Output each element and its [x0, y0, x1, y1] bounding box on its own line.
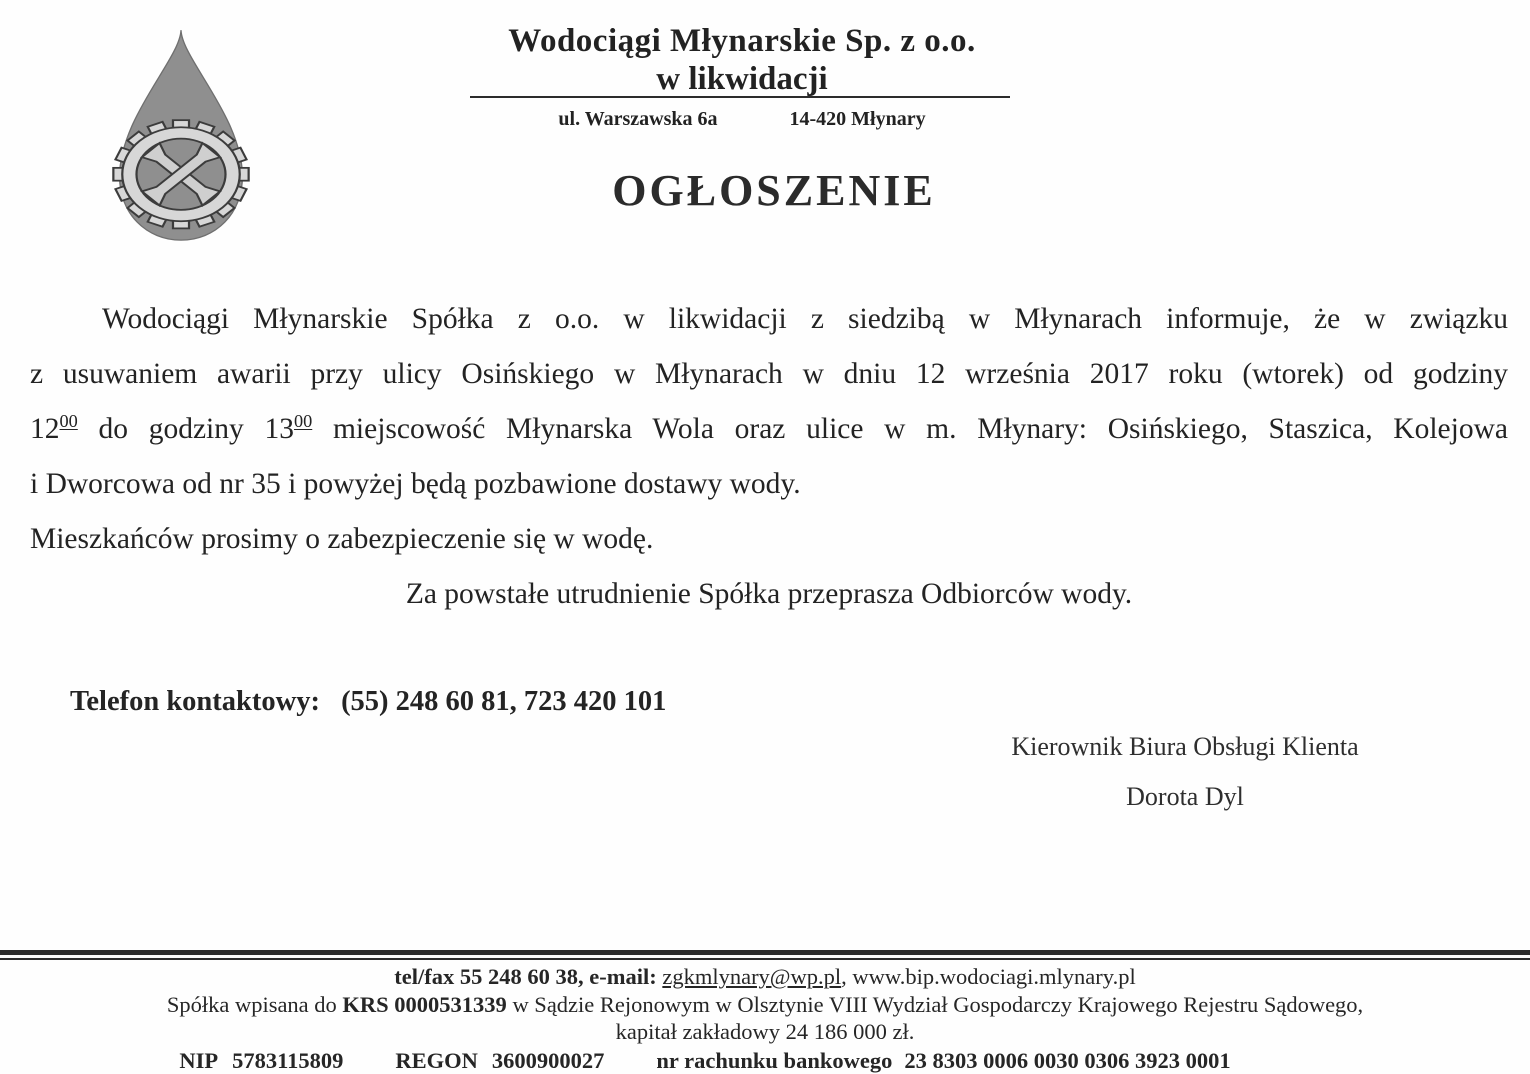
address-city: 14-420 Młynary	[789, 108, 926, 130]
water-drop-gear-icon	[92, 12, 270, 260]
footer-capital-line: kapitał zakładowy 24 186 000 zł.	[615, 1019, 915, 1044]
regon-value: 3600900027	[491, 1047, 605, 1073]
letterhead-address	[478, 100, 1006, 131]
bank-account-label: nr rachunku bankowego	[656, 1047, 893, 1073]
time-to-text: do godziny 13	[77, 413, 294, 445]
nip-label: NIP	[179, 1047, 219, 1073]
body-line-6-apology: Za powstałe utrudnienie Spółka przeprasza Odbiorców wody.	[405, 578, 1133, 610]
announcement-body	[30, 292, 1508, 622]
contact-phone-line	[70, 686, 666, 718]
document-title: OGŁOSZENIE	[612, 166, 936, 215]
affected-streets: miejscowość Młynarska Wola oraz ulice w m. Młynary: Osińskiego, Staszica, Kolejowa	[312, 413, 1508, 445]
footer-divider	[0, 950, 1530, 960]
footer-ids-line	[0, 1047, 1530, 1074]
regon-label: REGON	[395, 1047, 478, 1073]
body-line-4: i Dworcowa od nr 35 i powyżej będą pozbawione dostawy wody.	[30, 468, 801, 500]
signer-role: Kierownik Biura Obsługi Klienta	[1011, 732, 1359, 761]
body-line-3	[30, 402, 1508, 457]
footer-registry-rest: w Sądzie Rejonowym w Olsztynie VIII Wydział Gospodarczy Krajowego Rejestru Sądowego,	[506, 991, 1364, 1017]
letterhead-underline	[470, 96, 1010, 98]
footer-registry-line	[0, 991, 1530, 1019]
company-logo	[92, 12, 270, 260]
time-to-minutes: 00	[293, 411, 313, 432]
contact-label: Telefon kontaktowy:	[70, 686, 320, 717]
body-line-2: z usuwaniem awarii przy ulicy Osińskiego w Młynarach w dniu 12 września 2017 roku (wtorek) od godziny	[30, 358, 1508, 390]
contact-phones: (55) 248 60 81, 723 420 101	[341, 686, 667, 717]
footer-krs-number: KRS 0000531339	[342, 991, 507, 1017]
address-street: ul. Warszawska 6a	[558, 108, 718, 130]
footer	[0, 963, 1530, 1074]
footer-contact-line	[0, 963, 1530, 991]
footer-email: zgkmlynary@wp.pl	[662, 964, 842, 989]
body-line-5: Mieszkańców prosimy o zabezpieczenie się w wodę.	[30, 523, 654, 555]
footer-website: , www.bip.wodociagi.mlynary.pl	[841, 964, 1136, 989]
body-line-1: Wodociągi Młynarskie Spółka z o.o. w likwidacji z siedzibą w Młynarach informuje, że w związku	[102, 303, 1508, 335]
letterhead	[478, 22, 1006, 98]
bank-account-number: 23 8303 0006 0030 0306 3923 0001	[904, 1047, 1231, 1073]
time-from-minutes: 00	[59, 411, 78, 432]
footer-telfax: tel/fax 55 248 60 38, e-mail:	[394, 964, 663, 989]
company-name: Wodociągi Młynarskie Sp. z o.o.	[508, 23, 976, 59]
company-status: w likwidacji	[656, 61, 828, 97]
nip-value: 5783115809	[232, 1047, 344, 1073]
signer-name: Dorota Dyl	[1126, 782, 1244, 811]
footer-registry-pre: Spółka wpisana do	[166, 991, 343, 1017]
time-from: 12	[30, 413, 60, 445]
signature-block	[990, 732, 1380, 812]
